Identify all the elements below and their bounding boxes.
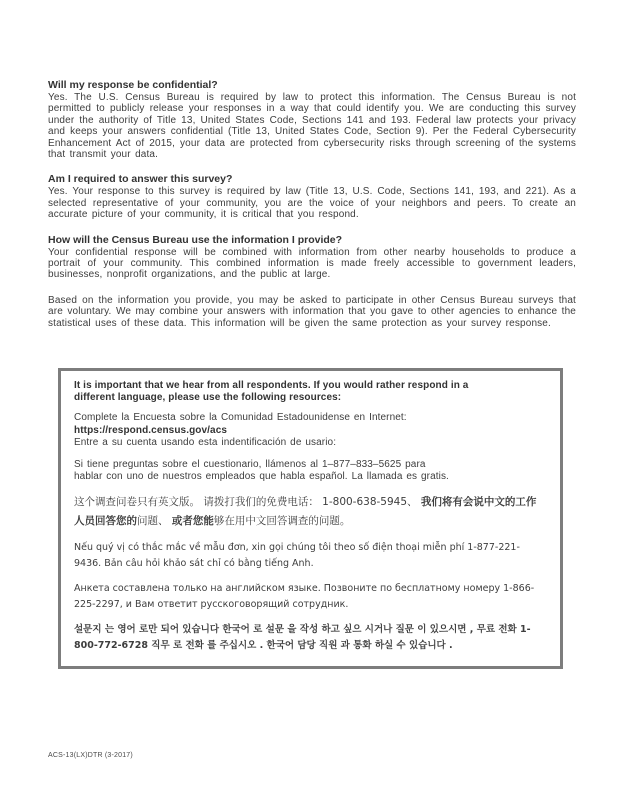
chinese-segment-5: 够在用中文回答调查的问题。 bbox=[213, 515, 351, 528]
chinese-segment-4: 或者您能 bbox=[171, 515, 214, 528]
box-intro-line2: different language, please use the following resources: bbox=[74, 391, 342, 403]
language-resources-box bbox=[58, 368, 563, 669]
spanish-internet-line2: Entre a su cuenta usando esta indentificación de usario: bbox=[74, 437, 337, 449]
content-column bbox=[48, 79, 576, 669]
chinese-phone-instructions bbox=[74, 493, 546, 531]
chinese-segment-3: 问题、 bbox=[137, 515, 172, 528]
russian-phone-instructions: Анкета составлена только на английском языке. Позвоните по бесплатному номеру 1-866-225-2297, и Вам ответит русскоговорящий сотрудник. bbox=[74, 583, 535, 611]
respond-census-url: https://respond.census.gov/acs bbox=[74, 424, 228, 436]
qa-use-information bbox=[48, 234, 576, 281]
question-heading-use-information: How will the Census Bureau use the information I provide? bbox=[48, 233, 343, 246]
qa-confidential bbox=[48, 79, 576, 160]
question-heading-confidential: Will my response be confidential? bbox=[48, 79, 218, 91]
spanish-phone-line1: Si tiene preguntas sobre el cuestionario, llámenos al 1–877–833–5625 para bbox=[74, 458, 426, 470]
spanish-phone-instructions bbox=[74, 459, 546, 484]
spanish-internet-line1: Complete la Encuesta sobre la Comunidad Estadounidense en Internet: bbox=[74, 412, 407, 424]
korean-phone-instructions: 설문지 는 영어 로만 되어 있습니다 한국어 로 설문 을 작성 하고 싶으 시거나 질문 이 있으시면 , 무료 전화 1-800-772-6728 직무 로 전화 를 주십시오 . 한국어 담당 직원 과 통화 하실 수 있습니다 . bbox=[74, 624, 531, 652]
voluntary-surveys-paragraph: Based on the information you provide, you may be asked to participate in other Census Bureau surveys that are voluntary. We may combine your answers with information that you gave to other agencies to enhance the statistical uses of these data. This information will be given the same protection as your survey response. bbox=[48, 294, 576, 329]
form-number: ACS-13(LX)DTR (3-2017) bbox=[48, 752, 133, 759]
answer-confidential: Yes. The U.S. Census Bureau is required by law to protect this information. The Census Bureau is not permitted to publicly release your responses in a way that could identify you. We are conducting this survey under the authority of Title 13, United States Code, Sections 141 and 193. Federal law protects your privacy and keeps your answers confidential (Title 13, United States Code, Section 9). Per the Federal Cybersecurity Enhancement Act of 2015, your data are protected from cybersecurity risks through screening of the systems that transmit your data. bbox=[48, 92, 576, 161]
spanish-internet-instructions bbox=[74, 412, 546, 450]
box-intro-line1: It is important that we hear from all respondents. If you would rather respond in a bbox=[74, 380, 469, 392]
question-heading-required: Am I required to answer this survey? bbox=[48, 173, 233, 186]
chinese-segment-2: 我们将有会说中文的工作人员回答您的 bbox=[74, 496, 537, 528]
spanish-phone-line2: hablar con uno de nuestros empleados que habla español. La llamada es gratis. bbox=[74, 471, 449, 483]
answer-required: Yes. Your response to this survey is required by law (Title 13, U.S. Code, Sections 141, 193, and 221). As a selected representative of your community, you are the voice of your neighbors and peers. To create an accurate picture of your community, it is critical that you respond. bbox=[48, 186, 576, 221]
chinese-segment-1: 这个调查问卷只有英文版。 请拨打我们的免费电话： 1-800-638-5945、 bbox=[74, 496, 421, 509]
qa-required bbox=[48, 173, 576, 220]
answer-use-information: Your confidential response will be combined with information from other nearby households to produce a portrait of your community. This combined information is made freely accessible to government leaders, businesses, nonprofit organizations, and the public at large. bbox=[48, 246, 576, 281]
vietnamese-phone-instructions: Nếu quý vị có thắc mắc về mẫu đơn, xin gọi chúng tôi theo số điện thoại miễn phí 1-877-221-9436. Bản câu hỏi khảo sát chỉ có bằng tiếng Anh. bbox=[74, 542, 520, 570]
box-intro bbox=[74, 380, 546, 403]
